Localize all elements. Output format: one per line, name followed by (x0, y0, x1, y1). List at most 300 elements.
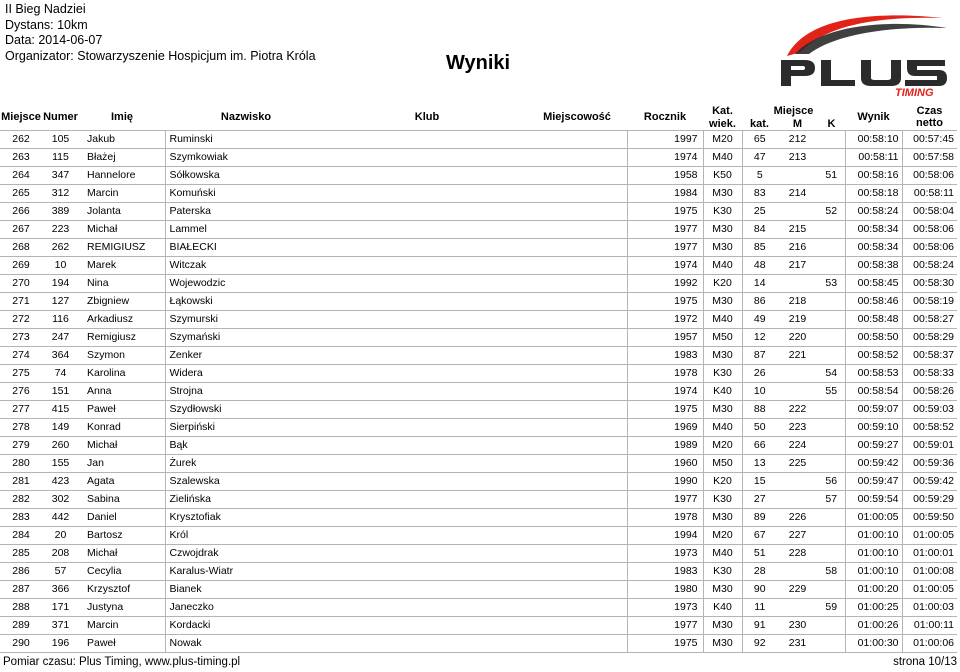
cell-first-name: Paweł (87, 403, 116, 415)
cell-city (527, 185, 627, 203)
cell-age-category: M50 (703, 455, 742, 473)
cell-place-m: 224 (788, 439, 807, 451)
cell-first-name: Jan (87, 457, 104, 469)
cell-place: 286 (12, 565, 30, 577)
cell-net-time: 00:57:45 (902, 131, 957, 149)
cell-club (327, 383, 527, 401)
event-name: II Bieg Nadziei (5, 2, 86, 16)
cell-first-name: Agata (87, 475, 115, 487)
cell-place-category: 28 (742, 563, 777, 581)
cell-place: 271 (12, 295, 30, 307)
cell-place-k (818, 347, 845, 365)
cell-club (327, 149, 527, 167)
cell-last-name: Bąk (165, 437, 327, 455)
cell-last-name: Zenker (165, 347, 327, 365)
cell-city (527, 401, 627, 419)
cell-result: 01:00:26 (845, 617, 902, 635)
cell-last-name: Widera (165, 365, 327, 383)
cell-city (527, 491, 627, 509)
cell-year: 1972 (627, 311, 703, 329)
cell-place-m: 213 (788, 151, 807, 163)
cell-place-m (777, 563, 818, 581)
results-table (0, 104, 957, 653)
cell-first-name: Michał (87, 547, 118, 559)
cell-net-time: 01:00:06 (902, 635, 957, 653)
cell-city (527, 239, 627, 257)
cell-place-category: 84 (742, 221, 777, 239)
cell-club (327, 329, 527, 347)
cell-result: 00:58:11 (845, 149, 902, 167)
col-age-cat-bottom: wiek. (709, 118, 736, 130)
table-row (0, 149, 957, 167)
cell-age-category: K30 (703, 365, 742, 383)
cell-number: 223 (51, 223, 70, 235)
plus-timing-logo-icon (775, 8, 955, 98)
event-date: Data: 2014-06-07 (5, 33, 103, 47)
cell-place-category: 51 (742, 545, 777, 563)
cell-net-time: 00:59:36 (902, 455, 957, 473)
cell-result: 00:58:52 (845, 347, 902, 365)
cell-net-time: 00:59:03 (902, 401, 957, 419)
cell-place-k (818, 635, 845, 653)
col-number: Numer (43, 111, 78, 123)
cell-year: 1975 (627, 401, 703, 419)
cell-net-time: 00:58:19 (902, 293, 957, 311)
cell-age-category: M30 (703, 239, 742, 257)
cell-first-name: Jakub (87, 133, 116, 145)
cell-city (527, 221, 627, 239)
cell-place: 285 (12, 547, 30, 559)
cell-first-name: Marek (87, 259, 117, 271)
cell-city (527, 131, 627, 149)
cell-result: 00:58:45 (845, 275, 902, 293)
cell-place-m: 225 (788, 457, 807, 469)
table-row (0, 131, 957, 149)
cell-club (327, 473, 527, 491)
cell-number: 116 (52, 313, 69, 325)
cell-year: 1984 (627, 185, 703, 203)
cell-place-k (818, 419, 845, 437)
cell-age-category: M30 (703, 581, 742, 599)
cell-place-m: 217 (788, 259, 807, 271)
cell-place-k (818, 329, 845, 347)
cell-city (527, 365, 627, 383)
cell-result: 01:00:10 (845, 563, 902, 581)
cell-place-category: 47 (742, 149, 777, 167)
table-row (0, 563, 957, 581)
cell-first-name: Konrad (87, 421, 121, 433)
cell-place-m (777, 365, 818, 383)
cell-club (327, 239, 527, 257)
cell-first-name: Marcin (87, 187, 119, 199)
cell-place-m: 221 (788, 349, 807, 361)
cell-result: 00:59:47 (845, 473, 902, 491)
cell-club (327, 437, 527, 455)
page-title: Wyniki (446, 52, 511, 74)
cell-year: 1989 (627, 437, 703, 455)
cell-place: 266 (12, 205, 30, 217)
cell-first-name: Justyna (87, 601, 124, 613)
cell-net-time: 00:59:01 (902, 437, 957, 455)
cell-place-category: 87 (742, 347, 777, 365)
cell-place-k (818, 455, 845, 473)
cell-result: 00:58:24 (845, 203, 902, 221)
cell-net-time: 00:58:33 (902, 365, 957, 383)
cell-first-name: Michał (87, 439, 118, 451)
cell-place-k (818, 257, 845, 275)
cell-place-m: 212 (788, 133, 807, 145)
cell-place: 281 (12, 475, 30, 487)
cell-place: 284 (12, 529, 30, 541)
cell-last-name: Lammel (165, 221, 327, 239)
cell-place-category: 25 (742, 203, 777, 221)
cell-number: 247 (51, 331, 70, 343)
cell-place-k: 54 (825, 367, 838, 379)
cell-net-time: 00:58:26 (902, 383, 957, 401)
cell-club (327, 419, 527, 437)
cell-city (527, 635, 627, 653)
cell-place-k (818, 131, 845, 149)
col-place-group: Miejsce (773, 105, 814, 117)
cell-place: 277 (12, 403, 30, 415)
cell-age-category: M30 (703, 221, 742, 239)
cell-number: 415 (51, 403, 70, 415)
cell-place-category: 10 (742, 383, 777, 401)
cell-year: 1994 (627, 527, 703, 545)
cell-number: 389 (51, 205, 70, 217)
cell-age-category: K30 (703, 563, 742, 581)
cell-place: 273 (12, 331, 30, 343)
cell-age-category: M30 (703, 185, 742, 203)
cell-last-name: BIAŁECKI (165, 239, 327, 257)
cell-place-k (818, 437, 845, 455)
cell-number: 312 (51, 187, 70, 199)
cell-year: 1983 (627, 563, 703, 581)
cell-club (327, 131, 527, 149)
cell-place-m: 218 (788, 295, 807, 307)
cell-place-category: 66 (742, 437, 777, 455)
cell-year: 1977 (627, 617, 703, 635)
cell-club (327, 347, 527, 365)
cell-number: 194 (51, 277, 70, 289)
cell-club (327, 311, 527, 329)
cell-place-m: 231 (788, 637, 807, 649)
cell-year: 1977 (627, 491, 703, 509)
cell-place-category: 86 (742, 293, 777, 311)
cell-net-time: 00:59:29 (902, 491, 957, 509)
cell-age-category: M30 (703, 401, 742, 419)
col-first-name: Imię (110, 111, 133, 123)
cell-first-name: Zbigniew (87, 295, 130, 307)
cell-city (527, 203, 627, 221)
cell-number: 127 (51, 295, 70, 307)
cell-place-k (818, 401, 845, 419)
cell-result: 00:58:34 (845, 239, 902, 257)
cell-place-m: 228 (788, 547, 807, 559)
cell-net-time: 01:00:05 (902, 527, 957, 545)
cell-city (527, 473, 627, 491)
cell-place-k (818, 527, 845, 545)
cell-net-time: 00:57:58 (902, 149, 957, 167)
cell-number: 196 (51, 637, 70, 649)
table-row (0, 527, 957, 545)
cell-place-k (818, 311, 845, 329)
cell-place-m: 219 (788, 313, 807, 325)
cell-first-name: Szymon (87, 349, 125, 361)
cell-place-category: 91 (742, 617, 777, 635)
cell-result: 00:59:54 (845, 491, 902, 509)
cell-place: 280 (12, 457, 30, 469)
cell-result: 01:00:10 (845, 545, 902, 563)
col-place-k: K (827, 118, 836, 130)
cell-age-category: M30 (703, 635, 742, 653)
cell-city (527, 257, 627, 275)
cell-net-time: 01:00:08 (902, 563, 957, 581)
cell-year: 1960 (627, 455, 703, 473)
cell-age-category: M30 (703, 347, 742, 365)
cell-number: 20 (54, 529, 67, 541)
cell-net-time: 01:00:11 (902, 617, 957, 635)
cell-age-category: M40 (703, 257, 742, 275)
cell-place: 269 (12, 259, 30, 271)
col-place-m: M (792, 118, 803, 130)
cell-club (327, 455, 527, 473)
cell-place-k: 57 (825, 493, 838, 505)
cell-number: 149 (51, 421, 70, 433)
cell-city (527, 419, 627, 437)
cell-place-k: 53 (825, 277, 838, 289)
cell-place-k: 51 (825, 169, 838, 181)
table-row (0, 455, 957, 473)
cell-result: 00:58:46 (845, 293, 902, 311)
cell-result: 01:00:10 (845, 527, 902, 545)
table-row (0, 437, 957, 455)
cell-result: 00:58:16 (845, 167, 902, 185)
cell-place-m: 227 (788, 529, 807, 541)
cell-net-time: 01:00:01 (902, 545, 957, 563)
cell-club (327, 599, 527, 617)
cell-place-m (777, 491, 818, 509)
cell-first-name: Paweł (87, 637, 116, 649)
table-row (0, 509, 957, 527)
col-result: Wynik (857, 111, 890, 123)
logo-sub-text: TIMING (895, 87, 934, 98)
cell-number: 302 (51, 493, 70, 505)
cell-net-time: 00:58:27 (902, 311, 957, 329)
table-row (0, 167, 957, 185)
cell-result: 00:59:10 (845, 419, 902, 437)
cell-age-category: M20 (703, 131, 742, 149)
cell-result: 00:59:07 (845, 401, 902, 419)
cell-place-category: 5 (742, 167, 777, 185)
table-row (0, 275, 957, 293)
cell-age-category: K30 (703, 203, 742, 221)
cell-place-category: 50 (742, 419, 777, 437)
cell-last-name: Komuński (165, 185, 327, 203)
cell-last-name: Szydłowski (165, 401, 327, 419)
cell-place: 287 (12, 583, 30, 595)
cell-city (527, 509, 627, 527)
cell-age-category: M30 (703, 617, 742, 635)
cell-result: 00:58:10 (845, 131, 902, 149)
cell-number: 57 (54, 565, 67, 577)
cell-club (327, 527, 527, 545)
table-row (0, 419, 957, 437)
cell-place-category: 15 (742, 473, 777, 491)
cell-first-name: Nina (87, 277, 109, 289)
cell-last-name: Strojna (165, 383, 327, 401)
cell-result: 00:58:53 (845, 365, 902, 383)
table-row (0, 545, 957, 563)
cell-net-time: 00:58:30 (902, 275, 957, 293)
cell-club (327, 293, 527, 311)
cell-last-name: Kordacki (165, 617, 327, 635)
cell-first-name: Krzysztof (87, 583, 131, 595)
cell-last-name: Szymański (165, 329, 327, 347)
cell-net-time: 00:58:06 (902, 221, 957, 239)
cell-place-category: 92 (742, 635, 777, 653)
cell-city (527, 437, 627, 455)
cell-result: 00:59:42 (845, 455, 902, 473)
cell-club (327, 257, 527, 275)
cell-year: 1957 (627, 329, 703, 347)
table-row (0, 329, 957, 347)
cell-place-k (818, 149, 845, 167)
col-city: Miejscowość (543, 111, 611, 123)
footer-timing-credit: Pomiar czasu: Plus Timing, www.plus-timing.pl (3, 656, 241, 668)
cell-age-category: M40 (703, 149, 742, 167)
cell-place: 283 (12, 511, 30, 523)
cell-last-name: Sierpiński (165, 419, 327, 437)
cell-place-category: 90 (742, 581, 777, 599)
cell-place-category: 67 (742, 527, 777, 545)
cell-place-category: 27 (742, 491, 777, 509)
cell-club (327, 167, 527, 185)
cell-place: 290 (12, 637, 30, 649)
cell-place: 263 (12, 151, 30, 163)
cell-club (327, 545, 527, 563)
cell-first-name: Daniel (87, 511, 117, 523)
cell-first-name: Bartosz (87, 529, 123, 541)
cell-year: 1958 (627, 167, 703, 185)
cell-age-category: K20 (703, 473, 742, 491)
cell-place-category: 83 (742, 185, 777, 203)
cell-first-name: Cecylia (87, 565, 122, 577)
cell-year: 1977 (627, 239, 703, 257)
cell-first-name: Sabina (87, 493, 120, 505)
cell-net-time: 00:58:37 (902, 347, 957, 365)
cell-last-name: Czwojdrak (165, 545, 327, 563)
cell-number: 366 (51, 583, 70, 595)
table-row (0, 239, 957, 257)
cell-age-category: M30 (703, 509, 742, 527)
cell-place-m (777, 167, 818, 185)
cell-number: 442 (51, 511, 70, 523)
cell-club (327, 491, 527, 509)
cell-number: 260 (51, 439, 70, 451)
cell-last-name: Witczak (165, 257, 327, 275)
cell-place-m (777, 203, 818, 221)
cell-place-k (818, 293, 845, 311)
cell-club (327, 617, 527, 635)
cell-age-category: M30 (703, 293, 742, 311)
cell-city (527, 563, 627, 581)
cell-number: 115 (52, 151, 69, 163)
cell-place-k: 55 (825, 385, 838, 397)
cell-first-name: Hannelore (87, 169, 136, 181)
col-net-time: Czas netto (916, 105, 943, 129)
cell-place: 267 (12, 223, 30, 235)
cell-city (527, 527, 627, 545)
table-row (0, 257, 957, 275)
cell-place-k: 56 (825, 475, 838, 487)
cell-year: 1969 (627, 419, 703, 437)
cell-number: 262 (51, 241, 70, 253)
cell-year: 1992 (627, 275, 703, 293)
cell-place: 278 (12, 421, 30, 433)
cell-place-m: 216 (788, 241, 807, 253)
cell-age-category: K40 (703, 383, 742, 401)
cell-place-m: 226 (788, 511, 807, 523)
table-row (0, 401, 957, 419)
cell-city (527, 311, 627, 329)
cell-number: 155 (51, 457, 70, 469)
footer-page-number: strona 10/13 (893, 656, 957, 668)
cell-place-m: 223 (788, 421, 807, 433)
cell-city (527, 149, 627, 167)
cell-year: 1975 (627, 293, 703, 311)
cell-last-name: Szalewska (165, 473, 327, 491)
cell-last-name: Bianek (165, 581, 327, 599)
cell-place: 288 (12, 601, 30, 613)
table-row (0, 185, 957, 203)
cell-net-time: 00:58:06 (902, 239, 957, 257)
cell-last-name: Krysztofiak (165, 509, 327, 527)
table-row (0, 221, 957, 239)
cell-place-k: 58 (825, 565, 838, 577)
cell-net-time: 01:00:05 (902, 581, 957, 599)
cell-last-name: Ruminski (165, 131, 327, 149)
table-row (0, 293, 957, 311)
cell-place-category: 88 (742, 401, 777, 419)
cell-last-name: Sółkowska (165, 167, 327, 185)
event-organizer: Organizator: Stowarzyszenie Hospicjum im. Piotra Króla (5, 48, 316, 63)
cell-result: 00:59:27 (845, 437, 902, 455)
cell-place-category: 14 (742, 275, 777, 293)
cell-year: 1974 (627, 383, 703, 401)
cell-net-time: 00:58:52 (902, 419, 957, 437)
plus-timing-logo (775, 8, 955, 103)
cell-net-time: 00:59:50 (902, 509, 957, 527)
cell-place-category: 48 (742, 257, 777, 275)
cell-place-m: 222 (788, 403, 807, 415)
table-row (0, 599, 957, 617)
cell-result: 00:58:34 (845, 221, 902, 239)
cell-club (327, 635, 527, 653)
cell-club (327, 581, 527, 599)
cell-club (327, 221, 527, 239)
col-age-cat-top: Kat. (712, 105, 733, 117)
cell-place: 276 (12, 385, 30, 397)
cell-age-category: K20 (703, 275, 742, 293)
cell-age-category: M40 (703, 419, 742, 437)
cell-last-name: Zielińska (165, 491, 327, 509)
cell-age-category: M40 (703, 311, 742, 329)
cell-place: 275 (12, 367, 30, 379)
cell-result: 00:58:38 (845, 257, 902, 275)
cell-club (327, 563, 527, 581)
cell-first-name: Karolina (87, 367, 126, 379)
